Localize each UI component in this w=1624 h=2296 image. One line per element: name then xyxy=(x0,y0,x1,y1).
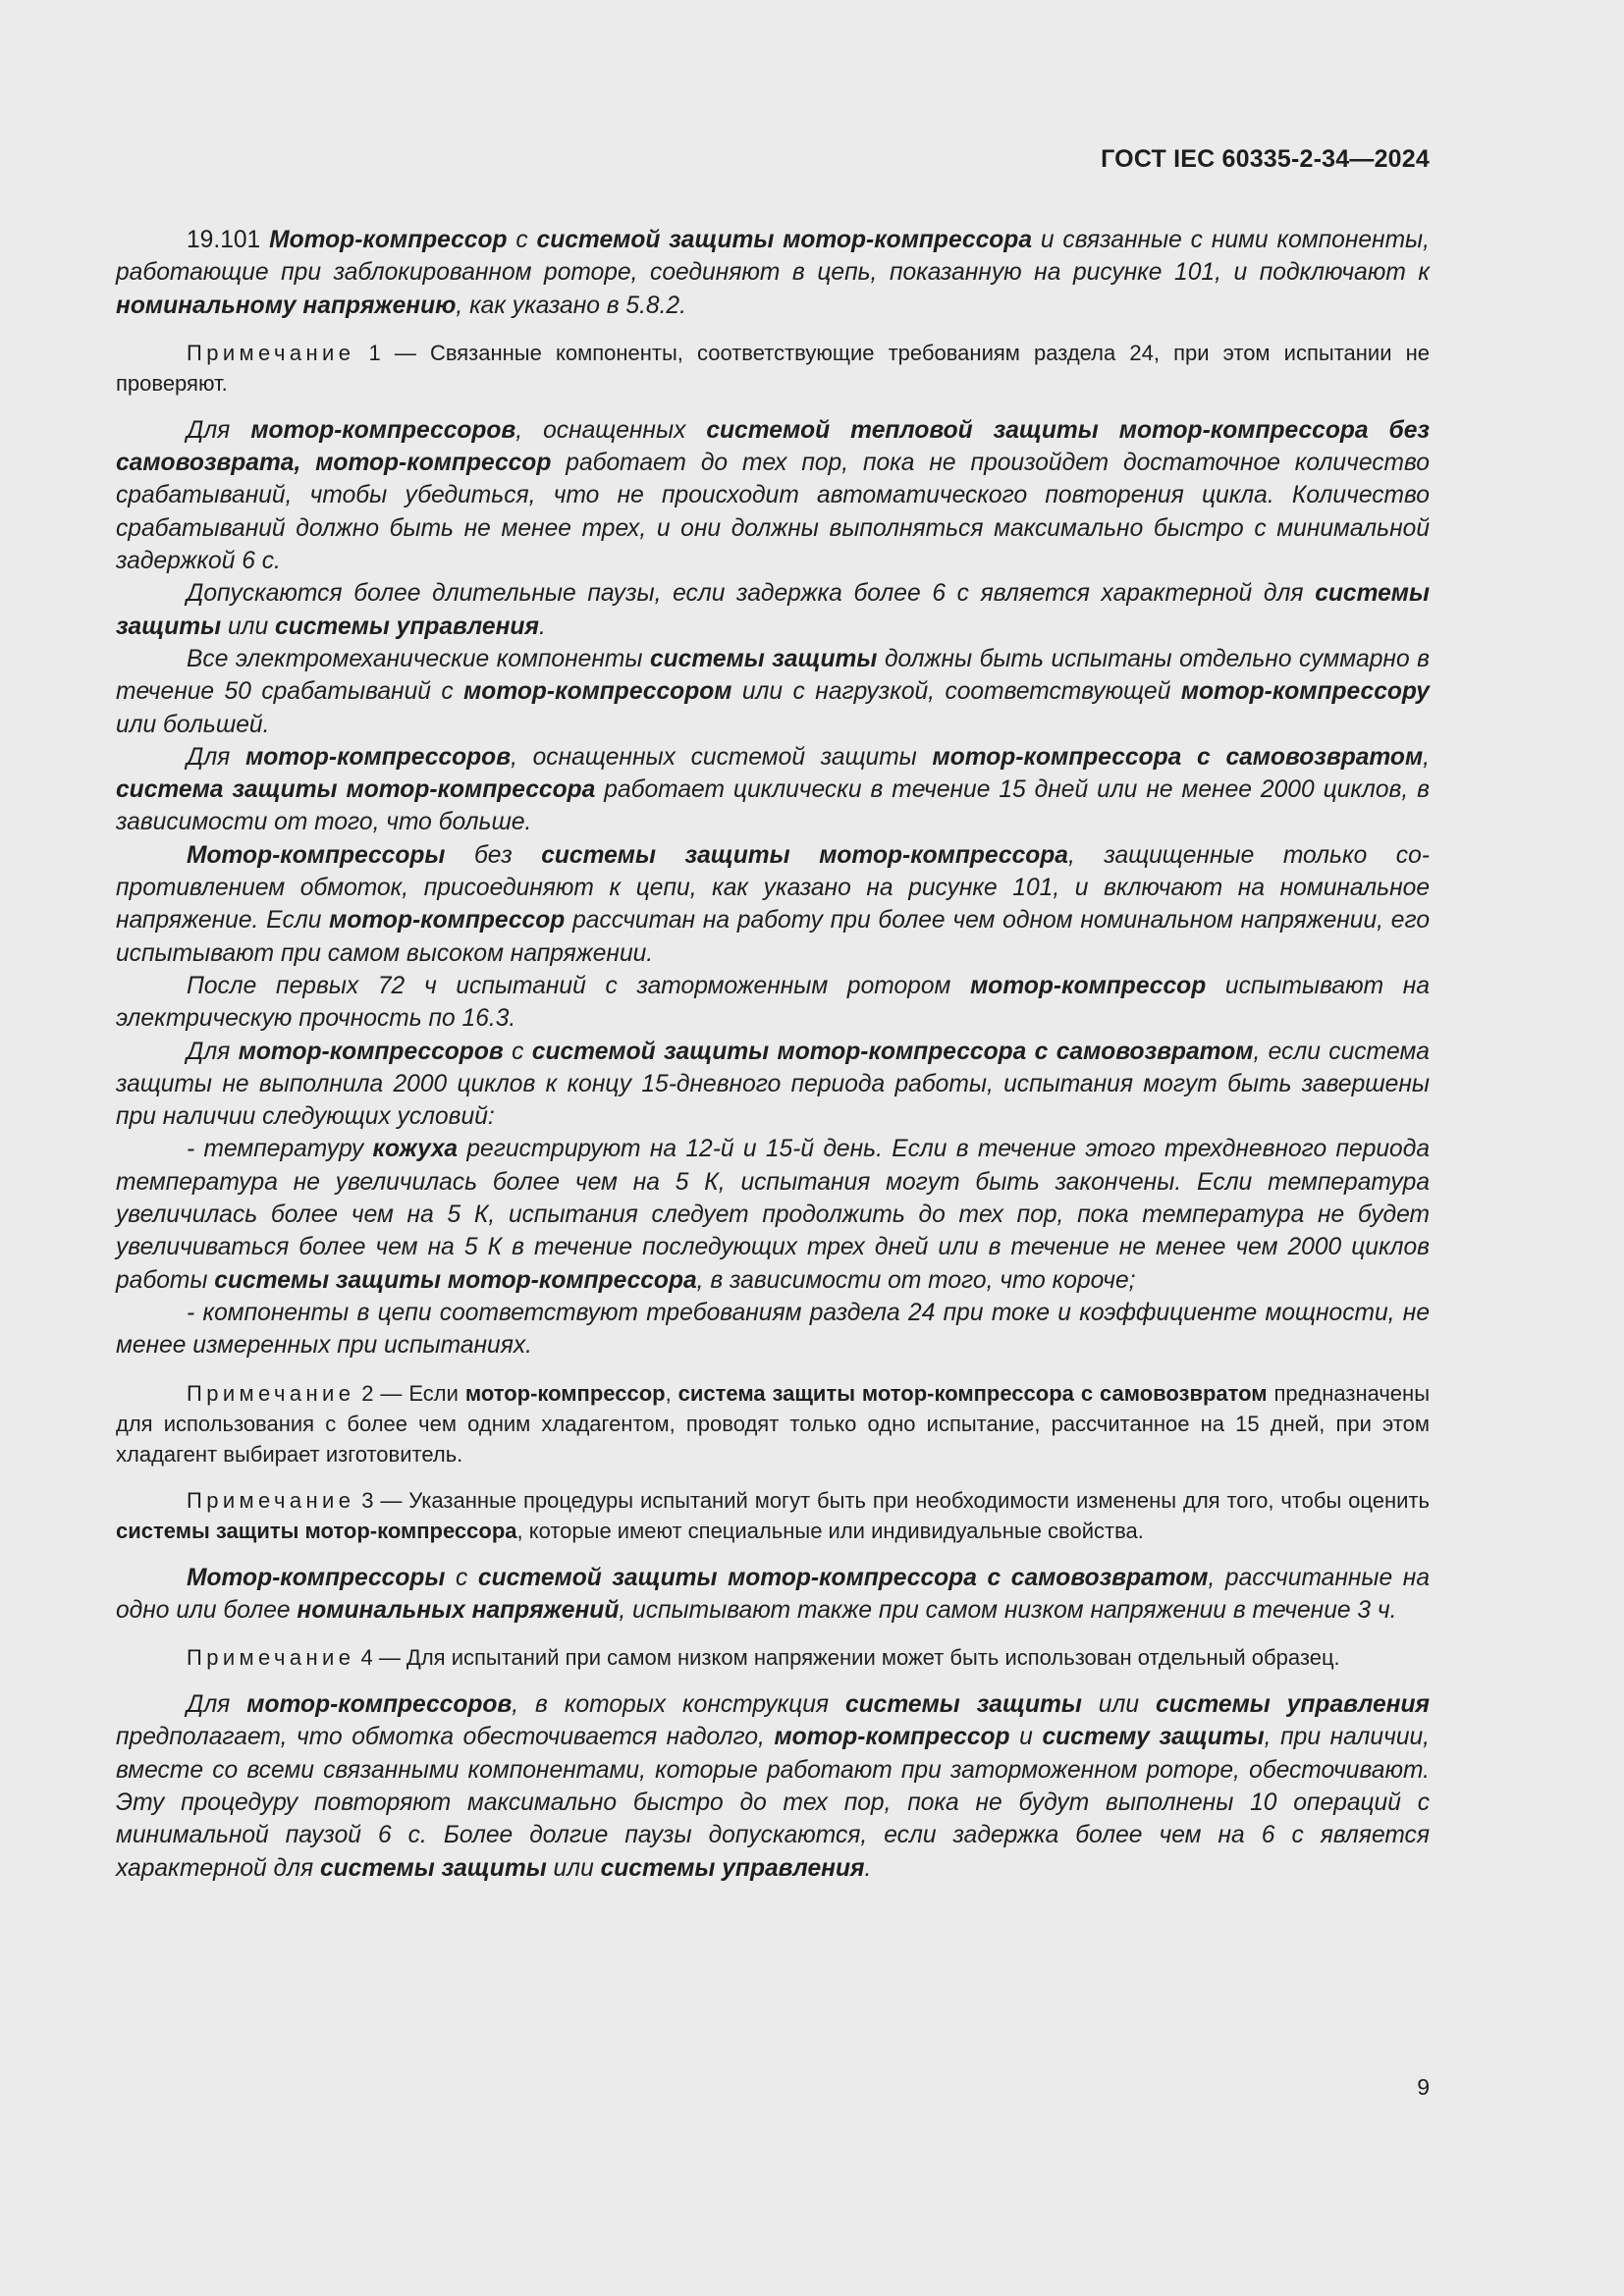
text-run: Для xyxy=(187,743,246,771)
defined-term: система защиты мотор-компрессора xyxy=(116,776,596,804)
text-run: Допускаются более длительные паузы, если задержка более 6 с является характерной для xyxy=(187,580,1316,608)
note-number: 4 xyxy=(354,1645,373,1671)
defined-term: мотор-компрессора с самовозвратом xyxy=(932,743,1424,771)
text-run: - температуру xyxy=(187,1136,373,1163)
text-run: должны быть испытаны отдельно суммарно в течение 50 срабатываний с xyxy=(116,645,1431,706)
defined-term: системы защиты мотор-компрессора xyxy=(116,1518,517,1543)
text-run: и связанные с ними компоненты, работающие при заблокированном роторе, соединяют в цепь, показанную на рисунке 101, и подключают к xyxy=(116,227,1430,287)
defined-term: система защиты мотор-компрессора с самовозвратом xyxy=(677,1380,1268,1406)
defined-term: мотор-компрессоров xyxy=(250,416,516,444)
text-run: Для xyxy=(187,416,251,444)
text-run: Все электромеханические компоненты xyxy=(187,645,650,672)
defined-term: системы защиты xyxy=(844,1691,1082,1719)
defined-term: Мотор-компрессор xyxy=(269,227,508,253)
note-4 xyxy=(116,1642,1430,1673)
defined-term: мотор-компрессоров xyxy=(246,1691,513,1719)
text-run: Для xyxy=(187,1691,247,1719)
text-run: — Указанные процедуры испытаний могут быть при необходимости изменены для того, чтобы оценить xyxy=(373,1487,1430,1513)
text-run: предназначены для использования с более чем одним хладагентом, проводят только одно испытание, рассчитанное на 15 дней, при этом хладагент выбирает изготовитель. xyxy=(116,1380,1431,1467)
text-run: — Связанные компоненты, соответствующие требованиям раздела 24, при этом испытании не проверяют. xyxy=(116,340,1430,396)
defined-term: мотор-компрессоров xyxy=(245,743,512,771)
defined-term: мотор-компрессор xyxy=(329,907,566,934)
text-run: , защищенные только сопротивлением обмоток, присоединяют к цепи, как указано на рисунке 101, и включают на номинальное напряжение. Если xyxy=(116,841,1430,934)
text-run: , xyxy=(665,1380,678,1406)
text-run: рассчитан на работу при более чем одном номинальном напряжении, его испытывают при самом высоком напряжении. xyxy=(116,907,1430,967)
clause-paragraph xyxy=(116,224,1430,322)
text-run: или с нагрузкой, соответствующей xyxy=(731,678,1181,706)
text-run: , рассчитанные на одно или более xyxy=(116,1564,1430,1624)
defined-term: номинальных напряжений xyxy=(297,1596,620,1624)
defined-term: системой тепловой защиты мотор-компрессора без самовозврата, мотор-компрессор xyxy=(116,416,1430,477)
defined-term: системой защиты мотор-компрессора с самовозвратом xyxy=(477,1564,1209,1591)
text-run: регистрируют на 12-й и 15-й день. Если в течение этого трехдневного периода температура не увеличилась более чем на 5 К, испытания могут быть закончены. Если температура увеличилась более чем на 5 К, испытания следует продолжить до тех пор, пока температура не будет увеличиваться более чем на 5 К в течение последующих трех дней или в течение не менее чем 2000 циклов работы xyxy=(116,1136,1430,1294)
text-run: и xyxy=(1009,1724,1043,1751)
defined-term: мотор-компрессоров xyxy=(238,1038,504,1065)
text-run: Для xyxy=(187,1038,239,1065)
text-run: , оснащенных системой защиты xyxy=(511,743,933,771)
text-run: с xyxy=(507,227,537,253)
defined-term: системы защиты xyxy=(319,1854,547,1882)
paragraph xyxy=(116,970,1430,1036)
note-label: Примечание xyxy=(187,1487,355,1513)
text-run: . xyxy=(538,613,546,640)
text-run: работает циклически в течение 15 дней или не менее 2000 циклов, в зависимости от того, что больше. xyxy=(116,776,1430,836)
defined-term: мотор-компрессор xyxy=(464,1380,666,1406)
defined-term: мотор-компрессор xyxy=(774,1724,1010,1751)
document-body xyxy=(116,224,1430,1885)
defined-term: системы защиты xyxy=(649,645,878,672)
text-run: , в зависимости от того, что короче; xyxy=(696,1266,1136,1294)
text-run: работает до тех пор, пока не произойдет достаточное количество срабатываний, чтобы убедиться, что не происходит автоматического повторения цикла. Количество срабатываний должно быть не менее трех, и они должны выполняться максимально быстро с минимальной задержкой 6 с. xyxy=(116,450,1430,575)
defined-term: системой защиты мотор-компрессора с самовозвратом xyxy=(531,1038,1254,1065)
text-run: , при наличии, вместе со всеми связанными компонентами, которые работают при заторможенном роторе, обесточивают. Эту процедуру повторяют максимально быстро до тех пор, пока не будут выполнены 10 операций с минимальной паузой 6 с. Более долгие паузы допускаются, если задержка более чем на 6 с является характерной для xyxy=(116,1724,1431,1882)
defined-term: системы защиты мотор-компрессора xyxy=(214,1266,697,1294)
text-run: 19.101 xyxy=(187,227,270,253)
text-run: с xyxy=(503,1038,532,1065)
text-run: или xyxy=(221,613,276,640)
text-run: испытывают на электрическую прочность по 16.3. xyxy=(116,972,1430,1033)
text-run: или xyxy=(1081,1691,1156,1719)
text-run: , в которых конструкция xyxy=(512,1691,845,1719)
note-1 xyxy=(116,338,1430,399)
paragraph xyxy=(116,1036,1430,1134)
list-item xyxy=(116,1133,1430,1296)
paragraph xyxy=(116,643,1430,741)
defined-term: системой защиты мотор-компрессора xyxy=(536,227,1032,253)
paragraph xyxy=(116,839,1430,970)
paragraph xyxy=(116,414,1430,577)
defined-term: систему защиты xyxy=(1042,1724,1265,1751)
defined-term: Мотор-компрессоры xyxy=(187,841,446,869)
text-run: , испытывают также при самом низком напряжении в течение 3 ч. xyxy=(619,1596,1397,1624)
text-run: — Если xyxy=(373,1380,465,1406)
defined-term: системы управления xyxy=(275,613,539,640)
note-number: 1 xyxy=(354,340,381,365)
defined-term: системы управления xyxy=(600,1854,865,1882)
text-run: - компоненты в цепи соответствуют требованиям раздела 24 при токе и коэффициенте мощности, не менее измеренных при испытаниях. xyxy=(116,1299,1430,1360)
note-label: Примечание xyxy=(187,1380,355,1406)
defined-term: кожуха xyxy=(372,1136,459,1163)
defined-term: номинальному напряжению xyxy=(116,292,457,319)
paragraph xyxy=(116,1562,1430,1628)
defined-term: мотор-компрессор xyxy=(970,972,1207,999)
text-run: , если система защиты не выполнила 2000 циклов к концу 15-дневного периода работы, испытания могут быть завершены при наличии следующих условий: xyxy=(116,1038,1430,1131)
paragraph xyxy=(116,741,1430,839)
note-label: Примечание xyxy=(187,1645,355,1671)
defined-term: Мотор-компрессоры xyxy=(187,1564,446,1591)
text-run: предполагает, что обмотка обесточивается надолго, xyxy=(116,1724,775,1751)
document-header: ГОСТ IEC 60335-2-34—2024 xyxy=(1101,145,1430,173)
text-run: После первых 72 ч испытаний с заторможенным ротором xyxy=(187,972,971,999)
paragraph xyxy=(116,1688,1430,1885)
note-number: 2 xyxy=(354,1380,374,1406)
note-label: Примечание xyxy=(187,340,355,365)
defined-term: системы управления xyxy=(1155,1691,1430,1719)
text-run: — Для испытаний при самом низком напряжении может быть использован отдельный образец. xyxy=(372,1645,1340,1671)
text-run: , которые имеют специальные или индивидуальные свойства. xyxy=(516,1518,1144,1543)
note-2 xyxy=(116,1378,1430,1469)
text-run: , xyxy=(1423,743,1430,771)
text-run: . xyxy=(864,1854,872,1882)
text-run: , как указано в 5.8.2. xyxy=(456,292,686,319)
note-3 xyxy=(116,1485,1430,1546)
list-item xyxy=(116,1297,1430,1362)
paragraph xyxy=(116,577,1430,643)
page-number: 9 xyxy=(1417,2074,1430,2100)
defined-term: мотор-компрессором xyxy=(463,678,732,706)
defined-term: системы защиты мотор-компрессора xyxy=(541,841,1068,869)
text-run: или большей. xyxy=(116,711,270,738)
text-run: без xyxy=(445,841,542,869)
text-run: , оснащенных xyxy=(515,416,707,444)
text-run: или xyxy=(546,1854,601,1882)
text-run: с xyxy=(445,1564,478,1591)
defined-term: мотор-компрессору xyxy=(1180,678,1430,706)
note-number: 3 xyxy=(354,1487,374,1513)
defined-term: системы защиты xyxy=(116,580,1430,640)
